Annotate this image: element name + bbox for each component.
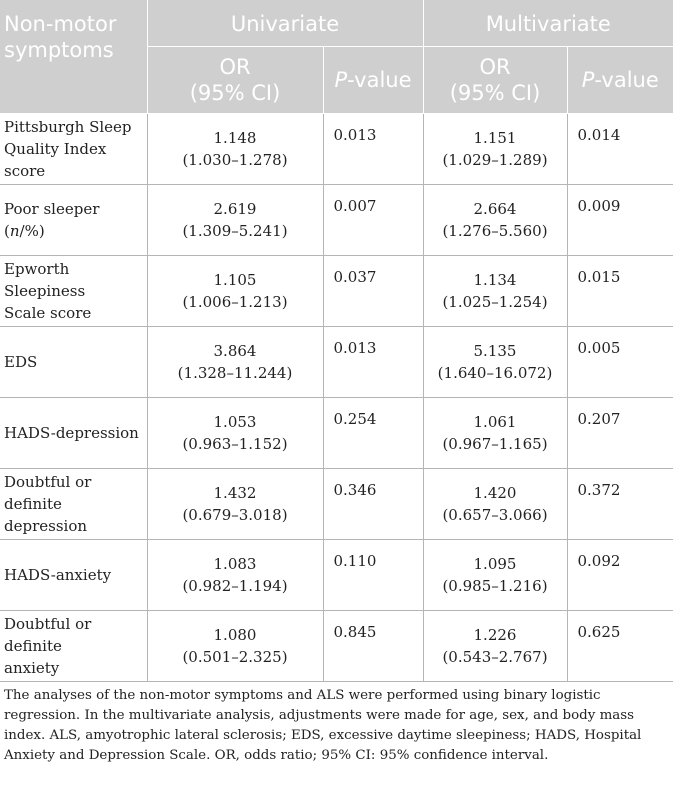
univariate-pvalue-cell: 0.013 [323, 114, 423, 185]
table-row [0, 327, 673, 398]
table-row [0, 469, 673, 540]
multivariate-pvalue-cell: 0.009 [567, 185, 673, 256]
header-multivariate: Multivariate [423, 0, 673, 47]
table-row [0, 185, 673, 256]
univariate-pvalue-cell: 0.013 [323, 327, 423, 398]
multivariate-or-cell: 1.151 (1.029–1.289) [423, 114, 567, 185]
row-label: Pittsburgh Sleep Quality Index score [0, 114, 147, 185]
header-uni-pvalue: P-value [323, 47, 423, 114]
row-label: Poor sleeper (n/%) [0, 185, 147, 256]
header-multi-pvalue: P-value [567, 47, 673, 114]
table-row [0, 256, 673, 327]
multivariate-pvalue-cell: 0.625 [567, 611, 673, 682]
table-footnote: The analyses of the non-motor symptoms and ALS were performed using binary logistic regression. In the multivariate analysis, adjustments were made for age, sex, and body mass index. ALS, amyotrophic lateral sclerosis; EDS, excessive daytime sleepiness; HADS, Hospital Anxiety and Depression Scale. OR, odds ratio; 95% CI: 95% confidence interval. [4, 688, 642, 763]
multivariate-or-cell: 2.664 (1.276–5.560) [423, 185, 567, 256]
univariate-or-cell: 1.148 (1.030–1.278) [147, 114, 323, 185]
univariate-or-cell: 3.864 (1.328–11.244) [147, 327, 323, 398]
univariate-pvalue-cell: 0.110 [323, 540, 423, 611]
multivariate-or-cell: 1.420 (0.657–3.066) [423, 469, 567, 540]
row-label: Epworth Sleepiness Scale score [0, 256, 147, 327]
multivariate-pvalue-cell: 0.005 [567, 327, 673, 398]
header-uni-or: OR (95% CI) [147, 47, 323, 114]
multivariate-pvalue-cell: 0.092 [567, 540, 673, 611]
univariate-pvalue-cell: 0.845 [323, 611, 423, 682]
multivariate-pvalue-cell: 0.014 [567, 114, 673, 185]
row-label: HADS-anxiety [0, 540, 147, 611]
multivariate-or-cell: 1.226 (0.543–2.767) [423, 611, 567, 682]
header-univariate: Univariate [147, 0, 423, 47]
univariate-or-cell: 1.432 (0.679–3.018) [147, 469, 323, 540]
univariate-or-cell: 1.053 (0.963–1.152) [147, 398, 323, 469]
table-row [0, 611, 673, 682]
univariate-or-cell: 2.619 (1.309–5.241) [147, 185, 323, 256]
row-label: HADS-depression [0, 398, 147, 469]
table-row [0, 114, 673, 185]
multivariate-or-cell: 1.061 (0.967–1.165) [423, 398, 567, 469]
univariate-pvalue-cell: 0.007 [323, 185, 423, 256]
multivariate-pvalue-cell: 0.207 [567, 398, 673, 469]
multivariate-pvalue-cell: 0.015 [567, 256, 673, 327]
univariate-or-cell: 1.080 (0.501–2.325) [147, 611, 323, 682]
header-non-motor-symptoms: Non-motor symptoms [0, 0, 147, 114]
multivariate-or-cell: 5.135 (1.640–16.072) [423, 327, 567, 398]
univariate-pvalue-cell: 0.037 [323, 256, 423, 327]
multivariate-or-cell: 1.095 (0.985–1.216) [423, 540, 567, 611]
table-row [0, 398, 673, 469]
table-header [0, 0, 673, 114]
row-label: Doubtful or definite anxiety [0, 611, 147, 682]
row-label: EDS [0, 327, 147, 398]
univariate-pvalue-cell: 0.346 [323, 469, 423, 540]
univariate-pvalue-cell: 0.254 [323, 398, 423, 469]
multivariate-or-cell: 1.134 (1.025–1.254) [423, 256, 567, 327]
multivariate-pvalue-cell: 0.372 [567, 469, 673, 540]
table-row [0, 540, 673, 611]
table-body [0, 114, 673, 682]
univariate-or-cell: 1.105 (1.006–1.213) [147, 256, 323, 327]
row-label: Doubtful or definite depression [0, 469, 147, 540]
header-multi-or: OR (95% CI) [423, 47, 567, 114]
univariate-or-cell: 1.083 (0.982–1.194) [147, 540, 323, 611]
